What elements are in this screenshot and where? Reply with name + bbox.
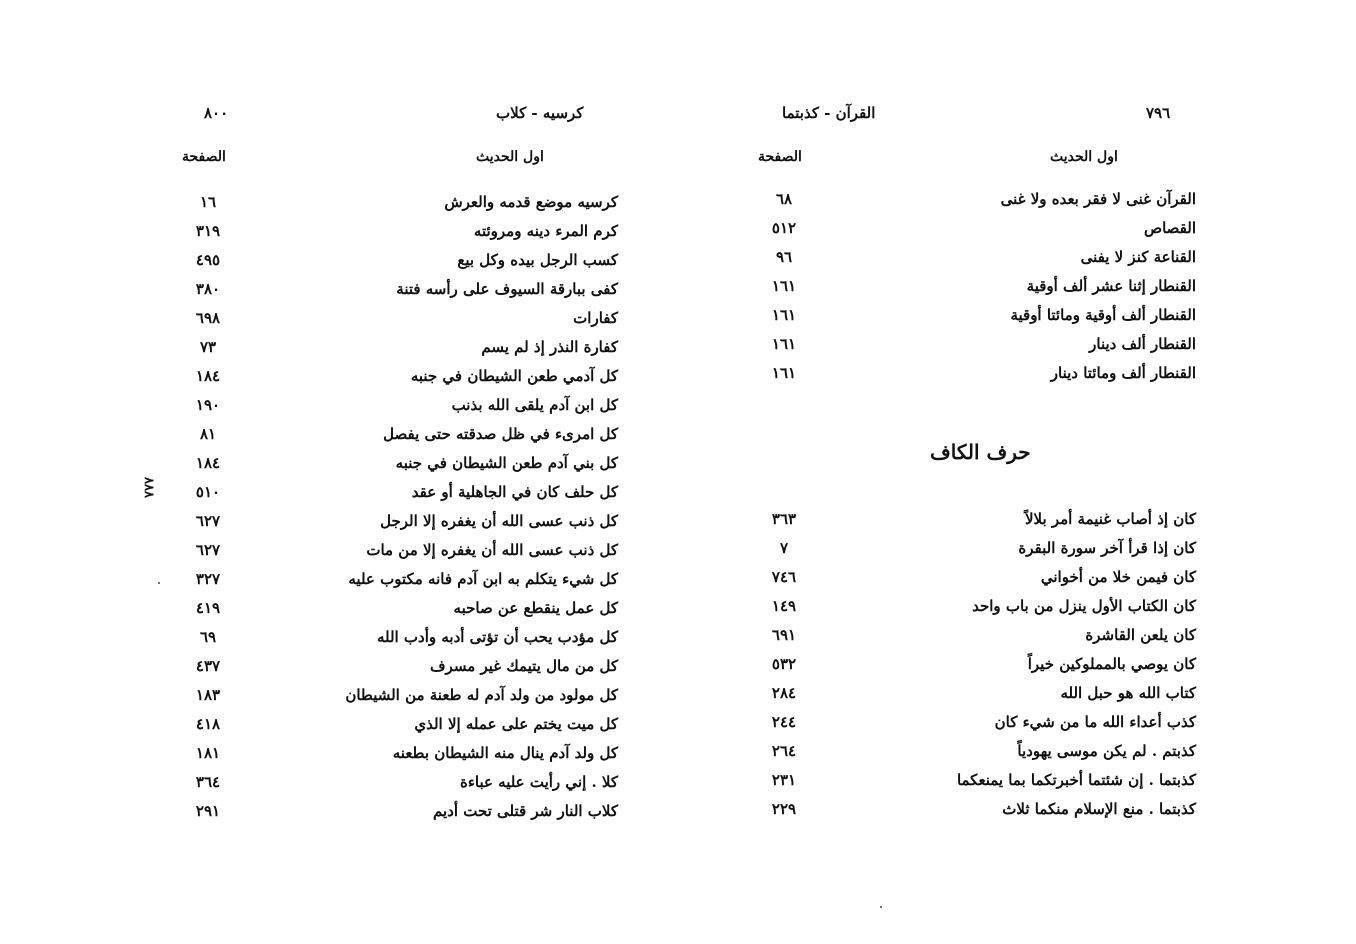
page-reference: ١٨١ — [195, 744, 221, 762]
column-header-hadith: اول الحديث — [476, 149, 544, 165]
page-reference: ٢٤٤ — [771, 713, 797, 731]
index-entry — [160, 797, 650, 826]
index-entry — [160, 246, 650, 275]
index-entry — [160, 623, 650, 652]
index-entry — [690, 272, 1230, 301]
hadith-opening: كل ذنب عسى الله أن يغفره إلا الرجل — [380, 512, 618, 530]
hadith-opening: كرسيه موضع قدمه والعرش — [444, 193, 618, 211]
index-entry — [160, 594, 650, 623]
index-entry — [160, 739, 650, 768]
index-entry — [160, 507, 650, 536]
page-reference: ٣٦٤ — [195, 773, 221, 791]
page-reference: ١٤٩ — [771, 597, 797, 615]
index-entry — [160, 652, 650, 681]
running-title: كرسيه - كلاب — [496, 104, 584, 122]
page-reference: ١٦١ — [771, 335, 797, 353]
page-reference: ١٩٠ — [195, 396, 221, 414]
margin-number: ٨٨٨ — [140, 477, 156, 498]
column-header-page: الصفحة — [182, 149, 226, 165]
hadith-opening: القرآن غنى لا فقر بعده ولا غنى — [1000, 190, 1196, 208]
hadith-opening: كل حلف كان في الجاهلية أو عقد — [411, 483, 618, 501]
index-entry — [160, 304, 650, 333]
hadith-opening: كان الكتاب الأول ينزل من باب واحد — [972, 597, 1196, 615]
hadith-opening: كل من مال يتيمك غير مسرف — [430, 657, 618, 675]
hadith-opening: كل شيء يتكلم به ابن آدم فانه مكتوب عليه — [348, 570, 618, 588]
page-reference: ١٦١ — [771, 306, 797, 324]
page-reference: ٢٣١ — [771, 771, 797, 789]
page-reference: ٥٣٢ — [771, 655, 797, 673]
index-entry — [690, 621, 1230, 650]
hadith-opening: كل ولد آدم ينال منه الشيطان بطعنه — [392, 744, 618, 762]
page-reference: ٦٨ — [775, 190, 793, 208]
hadith-opening: كان يلعن القاشرة — [1085, 626, 1196, 644]
page-reference: ٢٨٤ — [771, 684, 797, 702]
page-reference: ٥١٠ — [195, 483, 221, 501]
page-reference: ٢٦٤ — [771, 742, 797, 760]
index-entry — [690, 214, 1230, 243]
page-reference: ٣٢٧ — [195, 570, 221, 588]
index-entry — [690, 185, 1230, 214]
page-reference: ٣٦٣ — [771, 510, 797, 528]
index-entry — [160, 768, 650, 797]
hadith-opening: كل مولود من ولد آدم له طعنة من الشيطان — [345, 686, 618, 704]
hadith-opening: كان إذا قرأ آخر سورة البقرة — [1018, 539, 1196, 557]
index-entry — [160, 391, 650, 420]
index-entry — [690, 534, 1230, 563]
hadith-opening: كلاب النار شر قتلى تحت أديم — [432, 802, 618, 820]
page-reference: ١٦١ — [771, 364, 797, 382]
index-entry — [160, 478, 650, 507]
index-entry — [690, 359, 1230, 388]
left-page — [160, 0, 650, 944]
page-reference: ٣١٩ — [195, 222, 221, 240]
hadith-opening: كان يوصي بالمملوكين خيراً — [1027, 655, 1196, 673]
index-entry — [690, 563, 1230, 592]
page-reference: ٧٣ — [199, 338, 217, 356]
page-number: ٨٠٠ — [204, 104, 229, 122]
index-entry — [160, 681, 650, 710]
index-entry — [690, 505, 1230, 534]
page-reference: ٨١ — [199, 425, 217, 443]
page-reference: ١٨٤ — [195, 454, 221, 472]
column-header-hadith: اول الحديث — [1050, 149, 1118, 165]
index-entry — [690, 330, 1230, 359]
page-reference: ٦٢٧ — [195, 512, 221, 530]
running-title: القرآن - كذبتما — [782, 104, 876, 122]
scan-speck — [880, 906, 882, 908]
index-entry — [690, 592, 1230, 621]
index-entry — [160, 449, 650, 478]
page-reference: ٩٦ — [775, 248, 793, 266]
index-entry — [160, 362, 650, 391]
index-entry — [160, 217, 650, 246]
hadith-opening: كان إذ أصاب غنيمة أمر بلالاً — [1024, 510, 1196, 528]
hadith-opening: القنطار ألف دينار — [1089, 335, 1196, 353]
page-reference: ٤١٨ — [195, 715, 221, 733]
index-entry — [690, 301, 1230, 330]
page-reference: ١٦ — [199, 193, 217, 211]
hadith-opening: كتاب الله هو حبل الله — [1060, 684, 1196, 702]
page-reference: ٦٢٧ — [195, 541, 221, 559]
hadith-opening: كل ذنب عسى الله أن يغفره إلا من مات — [366, 541, 618, 559]
page-reference: ١٨٤ — [195, 367, 221, 385]
page-reference: ٦٩٨ — [195, 309, 221, 327]
hadith-opening: القصاص — [1143, 219, 1196, 237]
page-reference: ١٦١ — [771, 277, 797, 295]
page-reference: ٢٩١ — [195, 802, 221, 820]
index-entry — [690, 795, 1230, 824]
index-entry — [160, 420, 650, 449]
page-reference: ٤١٩ — [195, 599, 221, 617]
index-entry — [690, 679, 1230, 708]
hadith-opening: كلا . إني رأيت عليه عباءة — [459, 773, 618, 791]
hadith-opening: كان فيمن خلا من أخواني — [1040, 568, 1196, 586]
column-header-page: الصفحة — [758, 149, 802, 165]
hadith-opening: كل ميت يختم على عمله إلا الذي — [414, 715, 618, 733]
hadith-opening: القناعة كنز لا يفنى — [1080, 248, 1196, 266]
hadith-opening: كفارات — [573, 309, 618, 327]
hadith-opening: كفى ببارقة السيوف على رأسه فتنة — [396, 280, 618, 298]
index-entry — [690, 243, 1230, 272]
page-reference: ٣٨٠ — [195, 280, 221, 298]
index-entry — [690, 708, 1230, 737]
page-reference: ٤٩٥ — [195, 251, 221, 269]
hadith-opening: كذبتم . لم يكن موسى يهودياً — [1017, 742, 1196, 760]
index-entry — [160, 188, 650, 217]
page-reference: ٢٢٩ — [771, 800, 797, 818]
section-title: حرف الكاف — [930, 440, 1031, 464]
hadith-opening: كل بني آدم طعن الشيطان في جنبه — [395, 454, 618, 472]
index-entry — [160, 536, 650, 565]
page-reference: ٧٤٦ — [771, 568, 797, 586]
index-entry — [690, 737, 1230, 766]
index-entry — [160, 565, 650, 594]
page-reference: ٧ — [779, 539, 789, 557]
index-entry — [160, 710, 650, 739]
index-entry — [160, 275, 650, 304]
hadith-opening: كذبتما . إن شئتما أخبرتكما بما يمنعكما — [956, 771, 1196, 789]
page-reference: ١٨٣ — [195, 686, 221, 704]
page-number: ٧٩٦ — [1146, 104, 1171, 122]
scan-speck — [158, 582, 160, 584]
hadith-opening: كل آدمي طعن الشيطان في جنبه — [410, 367, 618, 385]
hadith-opening: كسب الرجل بيده وكل بيع — [457, 251, 618, 269]
hadith-opening: كل امرىء في ظل صدقته حتى يفصل — [383, 425, 618, 443]
hadith-opening: كرم المرء دينه ومروئته — [473, 222, 618, 240]
hadith-opening: كفارة النذر إذ لم يسم — [481, 338, 618, 356]
page-reference: ٦٩١ — [771, 626, 797, 644]
page-reference: ٤٣٧ — [195, 657, 221, 675]
hadith-opening: كل عمل ينقطع عن صاحبه — [453, 599, 618, 617]
page-reference: ٥١٢ — [771, 219, 797, 237]
hadith-opening: كل مؤدب يحب أن تؤتى أدبه وأدب الله — [376, 628, 618, 646]
hadith-opening: القنطار ألف ومائتا دينار — [1050, 364, 1196, 382]
hadith-opening: القنطار ألف أوقية ومائتا أوقية — [1010, 306, 1196, 324]
index-entry — [690, 650, 1230, 679]
hadith-opening: كذبتما . منع الإسلام منكما ثلاث — [1002, 800, 1196, 818]
page-reference: ٦٩ — [199, 628, 217, 646]
hadith-opening: القنطار إثنا عشر ألف أوقية — [1026, 277, 1196, 295]
index-entry — [160, 333, 650, 362]
right-page — [690, 0, 1230, 944]
index-entry — [690, 766, 1230, 795]
hadith-opening: كذب أعداء الله ما من شيء كان — [994, 713, 1196, 731]
hadith-opening: كل ابن آدم يلقى الله بذنب — [451, 396, 618, 414]
